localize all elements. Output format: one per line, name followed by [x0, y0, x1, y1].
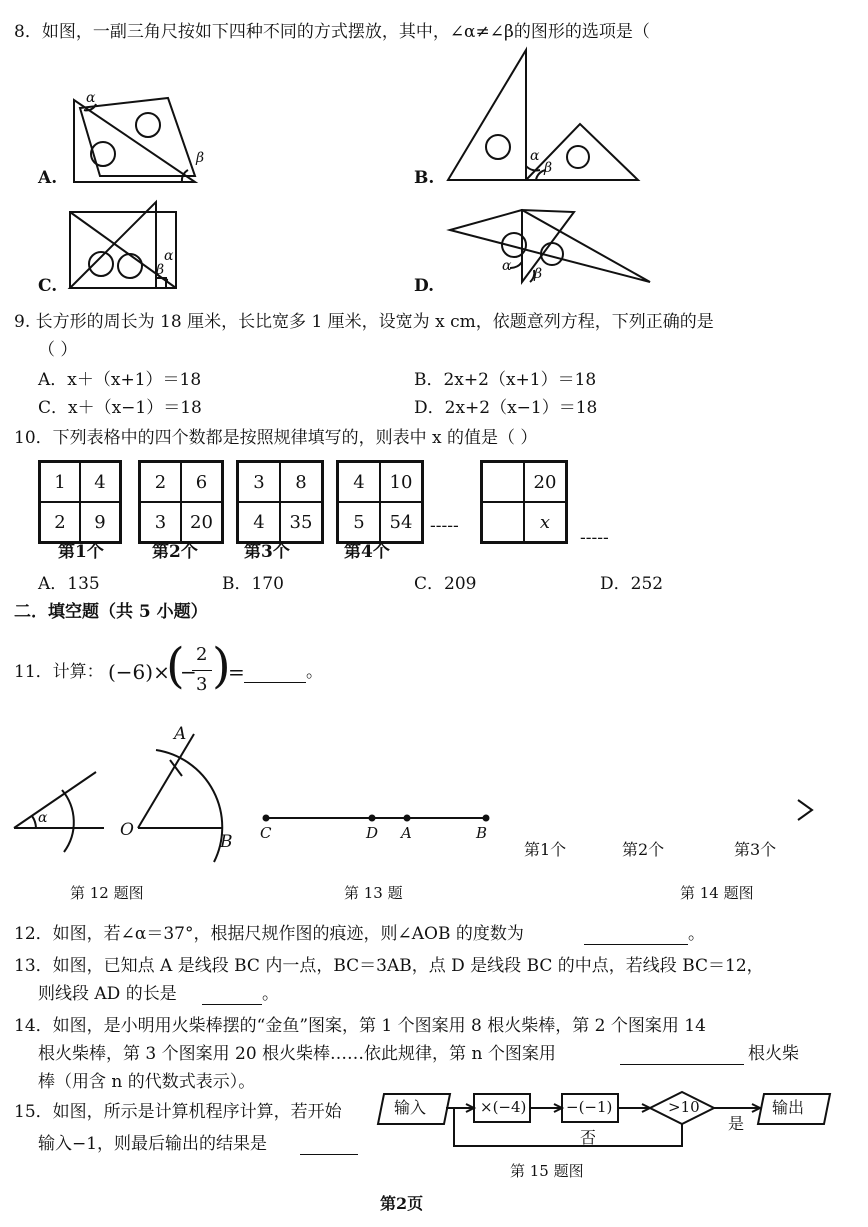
- q10-option-c: C．209: [414, 574, 477, 594]
- table-cell: 3: [238, 462, 280, 502]
- flow-output: 输出: [772, 1098, 805, 1117]
- q8-option-a: A.: [38, 168, 58, 188]
- table-cell: 4: [338, 462, 380, 502]
- q11-denominator: 3: [196, 674, 208, 695]
- q10-table-3: [236, 460, 324, 544]
- q14-answer-blank[interactable]: [620, 1046, 744, 1065]
- q8-option-c: C.: [38, 276, 58, 296]
- q8a-alpha: α: [86, 90, 96, 106]
- q14-line2b: 根火柴: [748, 1044, 799, 1064]
- figure-8d: [450, 210, 650, 282]
- table-cell: 10: [380, 462, 422, 502]
- fig14-label-1: 第1个: [524, 840, 567, 859]
- table-cell: [482, 462, 524, 502]
- q8a-beta: β: [196, 150, 205, 166]
- q12-end: 。: [688, 924, 705, 944]
- q15-line2: 输入−1，则最后输出的结果是: [38, 1134, 268, 1154]
- q9-stem: 9. 长方形的周长为 18 厘米，长比宽多 1 厘米，设宽为 x cm，依题意列方程，下列正确的是: [14, 312, 714, 332]
- figure-12-angle: [14, 772, 104, 852]
- q11-minus: −: [180, 660, 197, 684]
- q10-ellipsis-2: -----: [580, 528, 609, 548]
- q11-answer-blank[interactable]: [244, 664, 306, 683]
- fig14-label-3: 第3个: [734, 840, 777, 859]
- q8c-beta: β: [156, 262, 165, 278]
- q10-option-d: D．252: [600, 574, 664, 594]
- q9-option-b: B．2x+2（x+1）＝18: [414, 370, 597, 390]
- fig14-caption: 第 14 题图: [680, 884, 754, 902]
- table-cell: 9: [80, 502, 120, 542]
- table-cell: 54: [380, 502, 422, 542]
- table-cell: 35: [280, 502, 322, 542]
- q8b-beta: β: [544, 160, 553, 176]
- q8d-alpha: α: [502, 258, 512, 274]
- q8-option-b: B.: [414, 168, 435, 188]
- flow-multiply: ×(−4): [480, 1098, 527, 1116]
- figure-8b: [448, 50, 638, 180]
- q8b-alpha: α: [530, 148, 540, 164]
- table-cell: 4: [238, 502, 280, 542]
- q11-end: 。: [306, 662, 323, 682]
- fig12-alpha: α: [38, 810, 48, 826]
- table-cell: 2: [40, 502, 80, 542]
- figure-14-fragment: [798, 800, 812, 820]
- q10-ellipsis-1: -----: [430, 516, 459, 536]
- table-cell: 20: [524, 462, 566, 502]
- q10-label-3: 第3个: [244, 542, 290, 562]
- fig13-label-d: D: [366, 824, 379, 842]
- q11-paren-open: (: [166, 638, 185, 694]
- q10-option-b: B．170: [222, 574, 284, 594]
- section-2-heading: 二．填空题（共 5 小题）: [14, 602, 208, 622]
- fig12-label-o: O: [120, 820, 134, 840]
- table-cell: 4: [80, 462, 120, 502]
- flow-yes: 是: [728, 1114, 745, 1133]
- q11-stem: 11．计算：: [14, 662, 104, 682]
- fig12-caption: 第 12 题图: [70, 884, 144, 902]
- q14-line3: 棒（用含 n 的代数式表示）。: [38, 1072, 256, 1092]
- table-cell: x: [524, 502, 566, 542]
- fig15-caption: 第 15 题图: [510, 1162, 584, 1180]
- q10-label-2: 第2个: [152, 542, 198, 562]
- figure-8a: [74, 98, 195, 182]
- flow-condition: >10: [668, 1098, 700, 1116]
- q8d-beta: β: [534, 266, 543, 282]
- q10-table-2: [138, 460, 224, 544]
- table-cell: 3: [140, 502, 181, 542]
- q15-answer-blank[interactable]: [300, 1136, 358, 1155]
- figure-12-construction: [138, 734, 222, 862]
- fig13-caption: 第 13 题: [344, 884, 403, 902]
- table-cell: 2: [140, 462, 181, 502]
- flow-subtract: −(−1): [566, 1098, 613, 1116]
- fig12-label-b: B: [220, 832, 233, 852]
- q11-equals: =: [228, 660, 245, 684]
- q13-end: 。: [262, 984, 279, 1004]
- q10-option-a: A．135: [38, 574, 100, 594]
- q10-table-n: [480, 460, 568, 544]
- q10-stem: 10．下列表格中的四个数都是按照规律填写的，则表中 x 的值是（ ）: [14, 428, 538, 448]
- fig13-label-a: A: [401, 824, 412, 842]
- q8-option-d: D.: [414, 276, 435, 296]
- q13-answer-blank[interactable]: [202, 986, 262, 1005]
- table-cell: 8: [280, 462, 322, 502]
- flow-input: 输入: [394, 1098, 427, 1117]
- q10-table-1: [38, 460, 122, 544]
- q8c-alpha: α: [164, 248, 174, 264]
- q14-line2a: 根火柴棒，第 3 个图案用 20 根火柴棒……依此规律，第 n 个图案用: [38, 1044, 556, 1064]
- q9-paren: （ ）: [38, 340, 78, 360]
- q12-answer-blank[interactable]: [584, 926, 688, 945]
- q11-numerator: 2: [196, 644, 208, 665]
- fig12-label-a: A: [174, 724, 187, 744]
- q10-label-1: 第1个: [58, 542, 104, 562]
- fig13-label-c: C: [260, 824, 272, 842]
- q8-stem: 8．如图，一副三角尺按如下四种不同的方式摆放，其中，∠α≠∠β的图形的选项是（: [14, 22, 650, 42]
- q9-option-d: D．2x+2（x−1）＝18: [414, 398, 598, 418]
- q14-line1: 14．如图，是小明用火柴棒摆的“金鱼”图案，第 1 个图案用 8 根火柴棒，第 2 个图案用 14: [14, 1016, 706, 1036]
- q9-option-c: C．x＋（x−1）＝18: [38, 398, 202, 418]
- table-cell: 6: [181, 462, 222, 502]
- q13-line2: 则线段 AD 的长是: [38, 984, 177, 1004]
- fig14-label-2: 第2个: [622, 840, 665, 859]
- flow-no: 否: [580, 1128, 597, 1147]
- q15-line1: 15．如图，所示是计算机程序计算，若开始: [14, 1102, 342, 1122]
- q11-expr-left: (−6)×: [108, 660, 170, 684]
- table-cell: 20: [181, 502, 222, 542]
- table-cell: [482, 502, 524, 542]
- q10-label-4: 第4个: [344, 542, 390, 562]
- q11-fraction-bar: [192, 670, 212, 671]
- q13-line1: 13．如图，已知点 A 是线段 BC 内一点，BC＝3AB，点 D 是线段 BC 的中点，若线段 BC＝12，: [14, 956, 764, 976]
- table-cell: 5: [338, 502, 380, 542]
- figure-13-segment: [264, 816, 489, 821]
- q12-text: 12．如图，若∠α＝37°，根据尺规作图的痕迹，则∠AOB 的度数为: [14, 924, 524, 944]
- q11-paren-close: ): [212, 638, 231, 694]
- fig13-label-b: B: [476, 824, 488, 842]
- q9-option-a: A．x＋（x+1）＝18: [38, 370, 202, 390]
- q10-table-4: [336, 460, 424, 544]
- page-number: 第2页: [380, 1194, 424, 1213]
- table-cell: 1: [40, 462, 80, 502]
